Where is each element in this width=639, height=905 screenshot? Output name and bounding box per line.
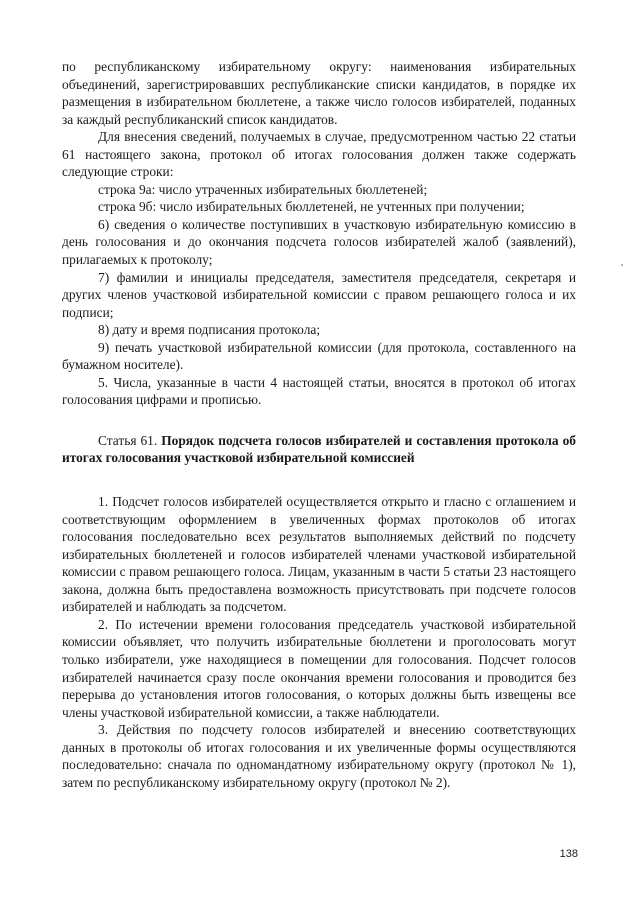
- paragraph: 5. Числа, указанные в части 4 настоящей статьи, вносятся в протокол об итогах голосования цифрами и прописью.: [62, 374, 576, 408]
- paragraph: по республиканскому избирательному округу: наименования избирательных объединений, зарегистрировавших республиканские списки кандидатов, в порядке их размещения в избирательном бюллетене, а также число голосов избирателей, поданных за каждый республиканский список кандидатов.: [62, 59, 576, 127]
- top-paragraphs: [62, 58, 576, 409]
- paragraph: 6) сведения о количестве поступивших в участковую избирательную комиссию в день голосования и до окончания подсчета голосов избирателей жалоб (заявлений), прилагаемых к протоколу;: [62, 216, 576, 268]
- paragraph: 8) дату и время подписания протокола;: [98, 322, 321, 338]
- bottom-paragraphs: [62, 493, 576, 791]
- scan-speck: [621, 264, 623, 266]
- document-page: [62, 58, 576, 791]
- paragraph: 2. По истечении времени голосования председатель участковой избирательной комиссии объявляет, что получить избирательные бюллетени и проголосовать могут только избиратели, уже находящиеся в помещении для голосования. Подсчет голосов избирателей начинается сразу после окончания времени голосования и проводится без перерыва до установления итогов голосования, о которых должны быть извещены все члены участковой избирательной комиссии, а также наблюдатели.: [62, 616, 576, 720]
- paragraph: 1. Подсчет голосов избирателей осуществляется открыто и гласно с оглашением и соответствующим оформлением в увеличенных формах протоколов об итогах голосования последовательно всех результатов выполняемых действий по подсчету избирательных бюллетеней и голосов избирателей членами участковой избирательной комиссии с правом решающего голоса. Лицам, указанным в части 5 статьи 23 настоящего закона, должна быть предоставлена возможность присутствовать при подсчете голосов избирателей и наблюдать за подсчетом.: [62, 494, 576, 615]
- article-heading: [62, 432, 576, 467]
- article-title: Порядок подсчета голосов избирателей и составления протокола об итогах голосования участковой избирательной комиссией: [62, 432, 577, 466]
- paragraph: 9) печать участковой избирательной комиссии (для протокола, составленного на бумажном носителе).: [62, 339, 576, 373]
- paragraph: 3. Действия по подсчету голосов избирателей и внесению соответствующих данных в протоколы об итогах голосования и их увеличенные формы осуществляются последовательно: сначала по одномандатному избирательному округу (протокол № 1), затем по республиканскому избирательному округу (протокол № 2).: [62, 722, 576, 790]
- page-number: 138: [559, 848, 578, 860]
- paragraph: Для внесения сведений, получаемых в случае, предусмотренном частью 22 статьи 61 настоящего закона, протокол об итогах голосования должен также содержать следующие строки:: [62, 129, 576, 180]
- paragraph: 7) фамилии и инициалы председателя, заместителя председателя, секретаря и других членов участковой избирательной комиссии с правом решающего голоса и их подписи;: [62, 269, 576, 320]
- article-label: Статья 61.: [98, 432, 158, 448]
- paragraph: строка 9а: число утраченных избирательных бюллетеней;: [98, 181, 428, 197]
- paragraph: строка 9б: число избирательных бюллетеней, не учтенных при получении;: [98, 199, 525, 215]
